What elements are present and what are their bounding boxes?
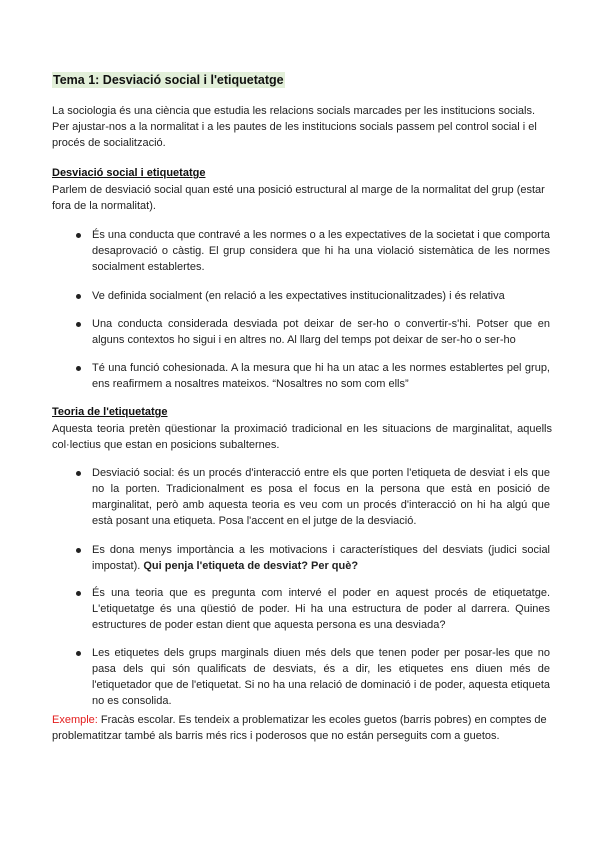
bullet-icon	[76, 366, 81, 371]
section1-paragraph: Parlem de desviació social quan esté una posició estructural al marge de la normalitat del grup (estar fora de la normalitat).	[52, 184, 545, 212]
list-item: Té una funció cohesionada. A la mesura que hi ha un atac a les normes establertes pel grup, ens reafirmem a nosaltres mateixos. “Nosaltres no som com ells”	[92, 360, 550, 392]
list-item: És una teoria que es pregunta com intervé el poder en aquest procés de etiquetatge. L'etiquetatge és una qüestió de poder. Hi ha una estructura de poder al darrera. Quines estructures de poder estan dient que aquesta persona es una desviada?	[92, 585, 550, 633]
example-label: Exemple:	[52, 714, 98, 726]
page-title: Tema 1: Desviació social i l'etiquetatge	[53, 73, 284, 87]
bullet-icon	[76, 591, 81, 596]
section-heading-teoria: Teoria de l'etiquetatge	[52, 406, 168, 418]
bullet-icon	[76, 294, 81, 299]
list-item: Les etiquetes dels grups marginals diuen més dels que tenen poder per posar-les que no pasa dels qui són qualificats de desviats, és a dir, les etiquetes ens diuen més de l'etiquetador que de l'etiquetat. Si no ha una relació de dominació i de poder, aquesta etiqueta no es consolida.	[92, 645, 550, 709]
list-item: Ve definida socialment (en relació a les expectatives institucionalitzades) i és relativa	[92, 288, 550, 304]
bullet-icon	[76, 471, 81, 476]
list-item: Desviació social: és un procés d'interacció entre els que porten l'etiqueta de desviat i els que no la porten. Tradicionalment es posa el focus en la persona que està en posició de marginalitat, però amb aquesta teoria es veu com un procés d'interacció on hi ha algú que està posant una etiqueta. Posa l'accent en el jutge de la desviació.	[92, 465, 550, 529]
bullet-icon	[76, 322, 81, 327]
section2-paragraph: Aquesta teoria pretèn qüestionar la proximació tradicional en les situacions de marginalitat, aquells col·lectius que estan en posicions subalternes.	[52, 423, 552, 451]
section-heading-desviacio: Desviació social i etiquetatge	[52, 167, 206, 179]
bullet-icon	[76, 233, 81, 238]
bullet-icon	[76, 548, 81, 553]
list-item: És una conducta que contravé a les normes o a les expectatives de la societat i que comporta desaprovació o càstig. El grup considera que hi ha una violació sistemàtica de les normes socialment establertes.	[92, 227, 550, 275]
bullet-icon	[76, 651, 81, 656]
list-item: Es dona menys importància a les motivacions i característiques del desviats (judici social impostat). Qui penja l'etiqueta de desviat? Per què?	[92, 542, 550, 574]
example-paragraph: Exemple: Fracàs escolar. Es tendeix a problematizar les ecoles guetos (barris pobres) en comptes de problematitzar també als barris més rics i poderosos que no están perseguits com a guetos.	[52, 714, 547, 742]
list-item: Una conducta considerada desviada pot deixar de ser-ho o convertir-s'hi. Potser que en alguns contextos ho sigui i en altres no. Al llarg del temps pot deixar de ser-ho o ser-ho	[92, 316, 550, 348]
intro-paragraph: La sociologia és una ciència que estudia les relacions socials marcades per les institucions socials. Per ajustar-nos a la normalitat i a les pautes de les institucions socials passem pel control social i el procés de socialització.	[52, 105, 537, 149]
